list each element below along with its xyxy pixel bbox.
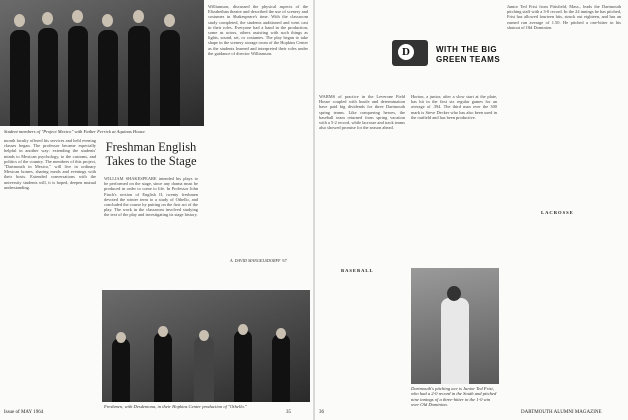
folio-page-left: 35 [286,410,291,415]
logo-letter: D [398,44,414,60]
top-photo-caption: Student members of "Project Mexico" with Father Ferrick at Aquinas House. [4,129,146,134]
left-column-c: Williamson, discussed the physical aspects of the Elizabethan theatre and described the use of scenery and costumes in Shakespeare's time. With the classroom study completed, the students auditioned and went cast in their roles. Everyone had a hand in the production, some as actors, others assisting with such things as lights, sound, set, or costumes. The play began to take shape in the scenery storage room of the Hopkins Center as the students learned and interpreted their roles under the guidance of director Williamson. [208,4,308,56]
othello-photo [102,290,310,402]
right-column-b: Horton, a junior, after a slow start at the plate, has hit in the first six regular games for an average of .394. The third man over the 300 mark is Steve Decker who has also been used in the outfield and has been productive. [411,94,497,120]
folio-magazine: DARTMOUTH ALUMNI MAGAZINE [521,410,602,415]
folio-issue: Issue of MAY 1964 [4,410,44,415]
othello-photo-caption: Freshmen, with Desdemona, in their Hopkins Center production of "Othello." [104,404,247,409]
byline: A. DAVID MANGELSDORFF '67 [230,258,287,263]
left-page [0,0,313,420]
dartmouth-d-logo [392,40,428,66]
pitcher-photo-caption: Dartmouth's pitching ace is Junior Ted Frisi, who had a 2-0 record in the South and pitched nine innings of a three-hitter in the 1-0 win over Old Dominion. [411,386,497,408]
freshman-headline: Freshman English Takes to the Stage [105,140,197,168]
baseball-subhead: BASEBALL [341,268,374,273]
lacrosse-subhead: LACROSSE [541,210,574,215]
right-column-c: Junior Ted Frisi from Pittsfield, Mass., leads the Dartmouth pitching staff with a 3-0 record. In the 24 innings he has pitched, Frisi has allowed fourteen hits, struck out eighteen, and has an earned run average of 1.50. He pitched a one-hitter in his shutout of Old Dominion. [507,4,621,30]
project-mexico-photo [0,0,204,126]
left-column-b: WILLIAM SHAKESPEARE intended his plays to be performed on the stage, since any drama must be produced in order to come to life. In Professor John Finch's section of English II, twenty freshmen devoted the winter term to a study of Othello, and concluded the course by putting on the first act of the play. The work in the classroom involved studying the text of the play and investigating its stage history. [104,176,198,218]
right-column-a: WARMS of practice in the Leverone Field House coupled with hustle and determination have paid big dividends for three Dartmouth spring teams. Like conquering heroes, the baseball team returned from spring vacation with a 5-2 record, while lacrosse and track teams also showed promise for the season ahead. [319,94,405,131]
folio-page-right: 36 [319,410,324,415]
pitcher-photo [411,268,499,384]
teams-headline: WITH THE BIG GREEN TEAMS [436,45,501,64]
left-column-a: month faculty offered his services and held evening classes began. The professor became especially helpful in another way: extending the students' minds to Mexican psychology, to the customs, and politics of the country. The members of this project, "Dartmouth in Mexico," will live in ordinary Mexican homes, sharing meals and evenings with their hosts. Extended conversations with the university students will, it is hoped, deepen mutual understanding. [4,138,96,190]
